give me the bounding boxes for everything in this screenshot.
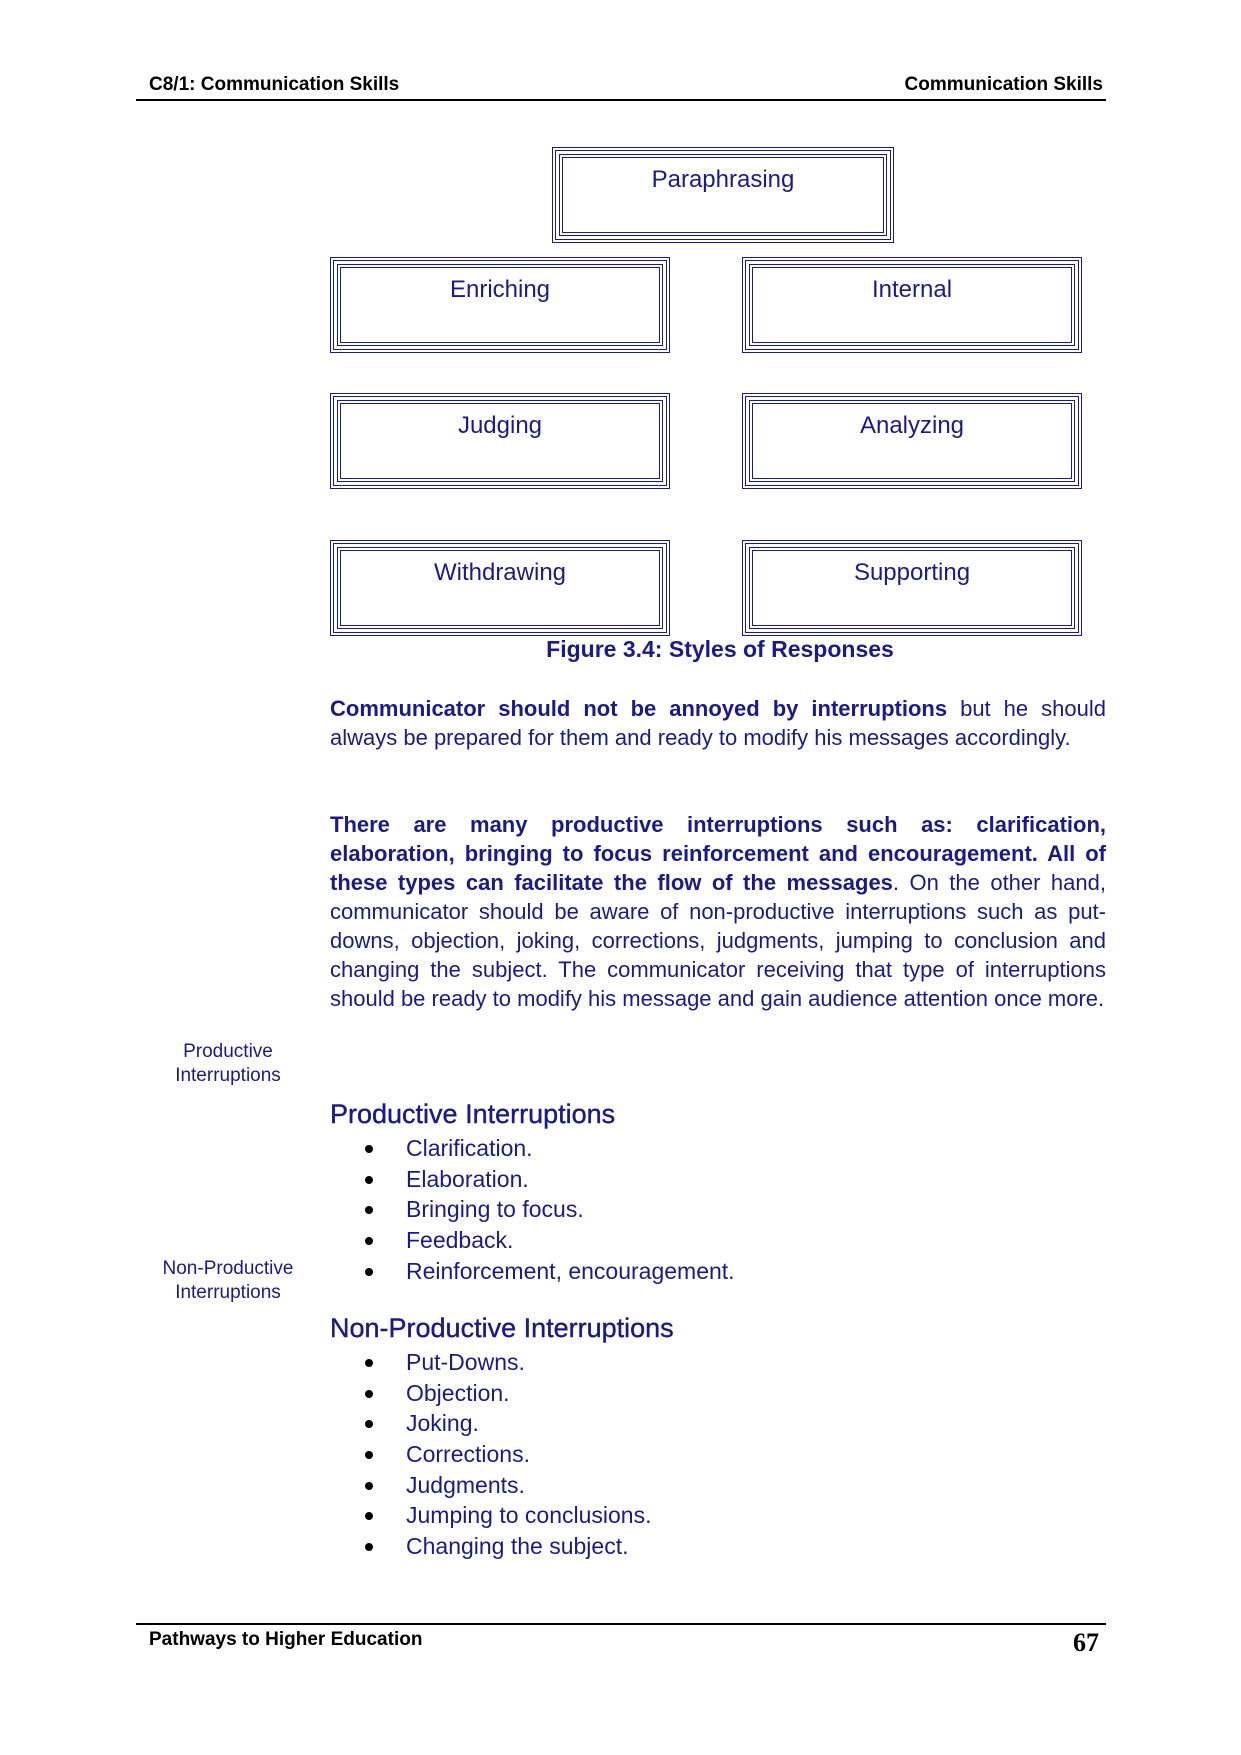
non-productive-interruptions-list (362, 1347, 651, 1562)
bullet-icon (365, 1206, 373, 1214)
list-item (362, 1225, 735, 1256)
box-paraphrasing-label: Paraphrasing (559, 154, 887, 236)
figure-caption: Figure 3.4: Styles of Responses (546, 636, 894, 662)
list-item (362, 1500, 651, 1531)
paragraph-2-bold: There are many productive interruptions such as: clarification, elaboration, bringing to focus reinforcement and encouragement. All of these types can facilitate the flow of the messages (330, 812, 1106, 895)
list-item (362, 1470, 651, 1501)
non-productive-interruptions-heading: Non-Productive Interruptions (330, 1313, 674, 1343)
margin-note-productive-line2: Interruptions (175, 1065, 281, 1086)
list-item (362, 1256, 735, 1287)
list-item (362, 1408, 651, 1439)
box-supporting (742, 540, 1082, 636)
box-enriching-label: Enriching (337, 264, 663, 346)
running-footer: Pathways to Higher Education (149, 1629, 423, 1650)
bullet-icon (365, 1482, 373, 1490)
box-paraphrasing (552, 147, 894, 243)
box-enriching (330, 257, 670, 353)
list-item-text: Objection. (406, 1379, 510, 1406)
margin-note-productive-line1: Productive (183, 1041, 273, 1062)
margin-note-productive (148, 1040, 308, 1088)
list-item (362, 1347, 651, 1378)
margin-note-non-productive (148, 1257, 308, 1305)
box-supporting-label: Supporting (749, 547, 1075, 629)
box-withdrawing-label: Withdrawing (337, 547, 663, 629)
list-item-text: Jumping to conclusions. (406, 1502, 652, 1529)
page-number: 67 (1073, 1628, 1099, 1657)
footer-rule (136, 1623, 1106, 1625)
header-rule (136, 99, 1106, 101)
running-header-right: Communication Skills (904, 74, 1103, 95)
list-item-text: Changing the subject. (406, 1533, 629, 1560)
list-item (362, 1439, 651, 1470)
list-item (362, 1194, 735, 1225)
list-item (362, 1378, 651, 1409)
paragraph-1-text: but he should always be prepared for them and ready to modify his messages accordingly. (330, 696, 1106, 750)
bullet-icon (365, 1359, 373, 1367)
box-judging-label: Judging (337, 400, 663, 482)
box-internal (742, 257, 1082, 353)
list-item (362, 1133, 735, 1164)
list-item (362, 1164, 735, 1195)
bullet-icon (365, 1176, 373, 1184)
list-item-text: Clarification. (406, 1135, 533, 1161)
bullet-icon (365, 1512, 373, 1520)
list-item-text: Put-Downs. (406, 1349, 525, 1375)
list-item-text: Feedback. (406, 1227, 514, 1254)
paragraph-1-bold: Communicator should not be annoyed by interruptions (330, 696, 948, 721)
box-judging (330, 393, 670, 489)
bullet-icon (365, 1145, 373, 1153)
box-analyzing (742, 393, 1082, 489)
list-item (362, 1531, 651, 1562)
margin-note-non-productive-line1: Non-Productive (162, 1258, 294, 1279)
bullet-icon (365, 1420, 373, 1428)
bullet-icon (365, 1268, 373, 1276)
bullet-icon (365, 1543, 373, 1551)
list-item-text: Corrections. (406, 1441, 530, 1468)
list-item-text: Reinforcement, encouragement. (406, 1257, 735, 1284)
productive-interruptions-heading: Productive Interruptions (330, 1099, 616, 1129)
productive-interruptions-list (362, 1133, 735, 1286)
running-header-left: C8/1: Communication Skills (149, 74, 400, 95)
bullet-icon (365, 1451, 373, 1459)
box-withdrawing (330, 540, 670, 636)
list-item-text: Judgments. (406, 1471, 525, 1498)
list-item-text: Joking. (406, 1410, 479, 1437)
margin-note-non-productive-line2: Interruptions (175, 1282, 281, 1303)
box-analyzing-label: Analyzing (749, 400, 1075, 482)
paragraph-2-text: . On the other hand, communicator should be aware of non-productive interruptions such as put-downs, objection, joking, corrections, judgments, jumping to conclusion and changing the subject. The communicator receiving that type of interruptions should be ready to modify his message and gain audience attention once more. (330, 870, 1106, 1011)
box-internal-label: Internal (749, 264, 1075, 346)
list-item-text: Elaboration. (406, 1165, 529, 1192)
bullet-icon (365, 1237, 373, 1245)
paragraph-interruptions-intro (330, 694, 1106, 752)
bullet-icon (365, 1390, 373, 1398)
paragraph-interruption-types (330, 810, 1106, 1013)
list-item-text: Bringing to focus. (406, 1196, 584, 1223)
